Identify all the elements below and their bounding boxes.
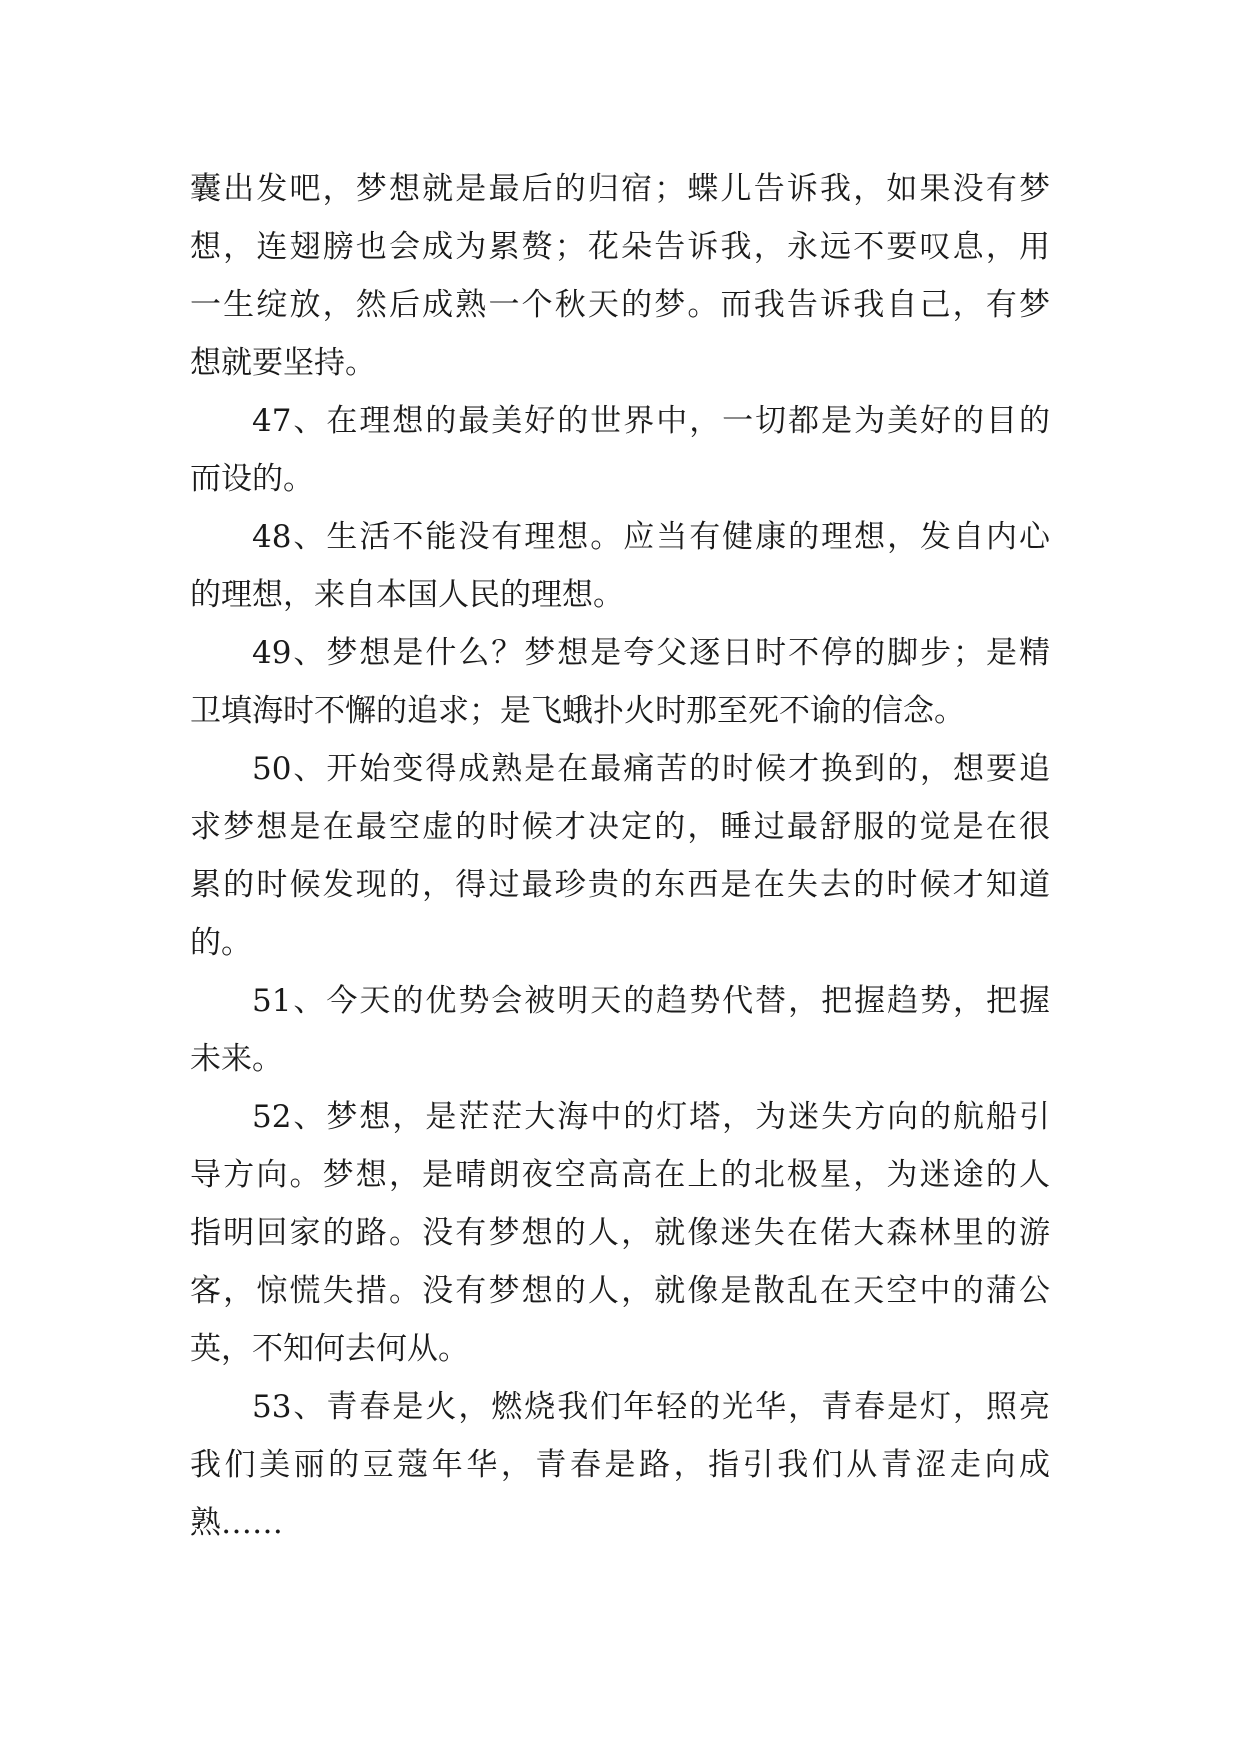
text-line: 53、青春是火，燃烧我们年轻的光华，青春是灯，照亮 [252,1389,1050,1425]
text-line: 想就要坚持。 [190,345,376,381]
text-line: 囊出发吧，梦想就是最后的归宿；蝶儿告诉我，如果没有梦 [190,171,1050,207]
text-line: 47、在理想的最美好的世界中，一切都是为美好的目的 [252,403,1050,439]
text-line: 未来。 [190,1041,283,1077]
text-line: 熟…… [190,1505,283,1541]
text-line: 累的时候发现的，得过最珍贵的东西是在失去的时候才知道 [190,867,1050,903]
text-line: 一生绽放，然后成熟一个秋天的梦。而我告诉我自己，有梦 [190,287,1050,323]
text-line: 我们美丽的豆蔻年华，青春是路，指引我们从青涩走向成 [190,1447,1050,1483]
text-line: 客，惊慌失措。没有梦想的人，就像是散乱在天空中的蒲公 [190,1273,1050,1309]
document-body [190,160,1050,1552]
text-line: 48、生活不能没有理想。应当有健康的理想，发自内心 [252,519,1050,555]
text-line: 51、今天的优势会被明天的趋势代替，把握趋势，把握 [252,983,1050,1019]
paragraph-47 [190,392,1050,508]
paragraph-51 [190,972,1050,1088]
text-line: 求梦想是在最空虚的时候才决定的，睡过最舒服的觉是在很 [190,809,1050,845]
paragraph-53 [190,1378,1050,1552]
text-line: 的。 [190,925,252,961]
text-line: 50、开始变得成熟是在最痛苦的时候才换到的，想要追 [252,751,1050,787]
paragraph-49 [190,624,1050,740]
text-line: 而设的。 [190,461,314,497]
text-line: 导方向。梦想，是晴朗夜空高高在上的北极星，为迷途的人 [190,1157,1050,1193]
paragraph-52 [190,1088,1050,1378]
text-line: 49、梦想是什么？梦想是夸父逐日时不停的脚步；是精 [252,635,1050,671]
paragraph-50 [190,740,1050,972]
text-line: 想，连翅膀也会成为累赘；花朵告诉我，永远不要叹息，用 [190,229,1050,265]
text-line: 52、梦想，是茫茫大海中的灯塔，为迷失方向的航船引 [252,1099,1050,1135]
paragraph-46-continued [190,160,1050,392]
text-line: 指明回家的路。没有梦想的人，就像迷失在偌大森林里的游 [190,1215,1050,1251]
text-line: 卫填海时不懈的追求；是飞蛾扑火时那至死不谕的信念。 [190,693,965,729]
text-line: 的理想，来自本国人民的理想。 [190,577,624,613]
text-line: 英，不知何去何从。 [190,1331,469,1367]
paragraph-48 [190,508,1050,624]
